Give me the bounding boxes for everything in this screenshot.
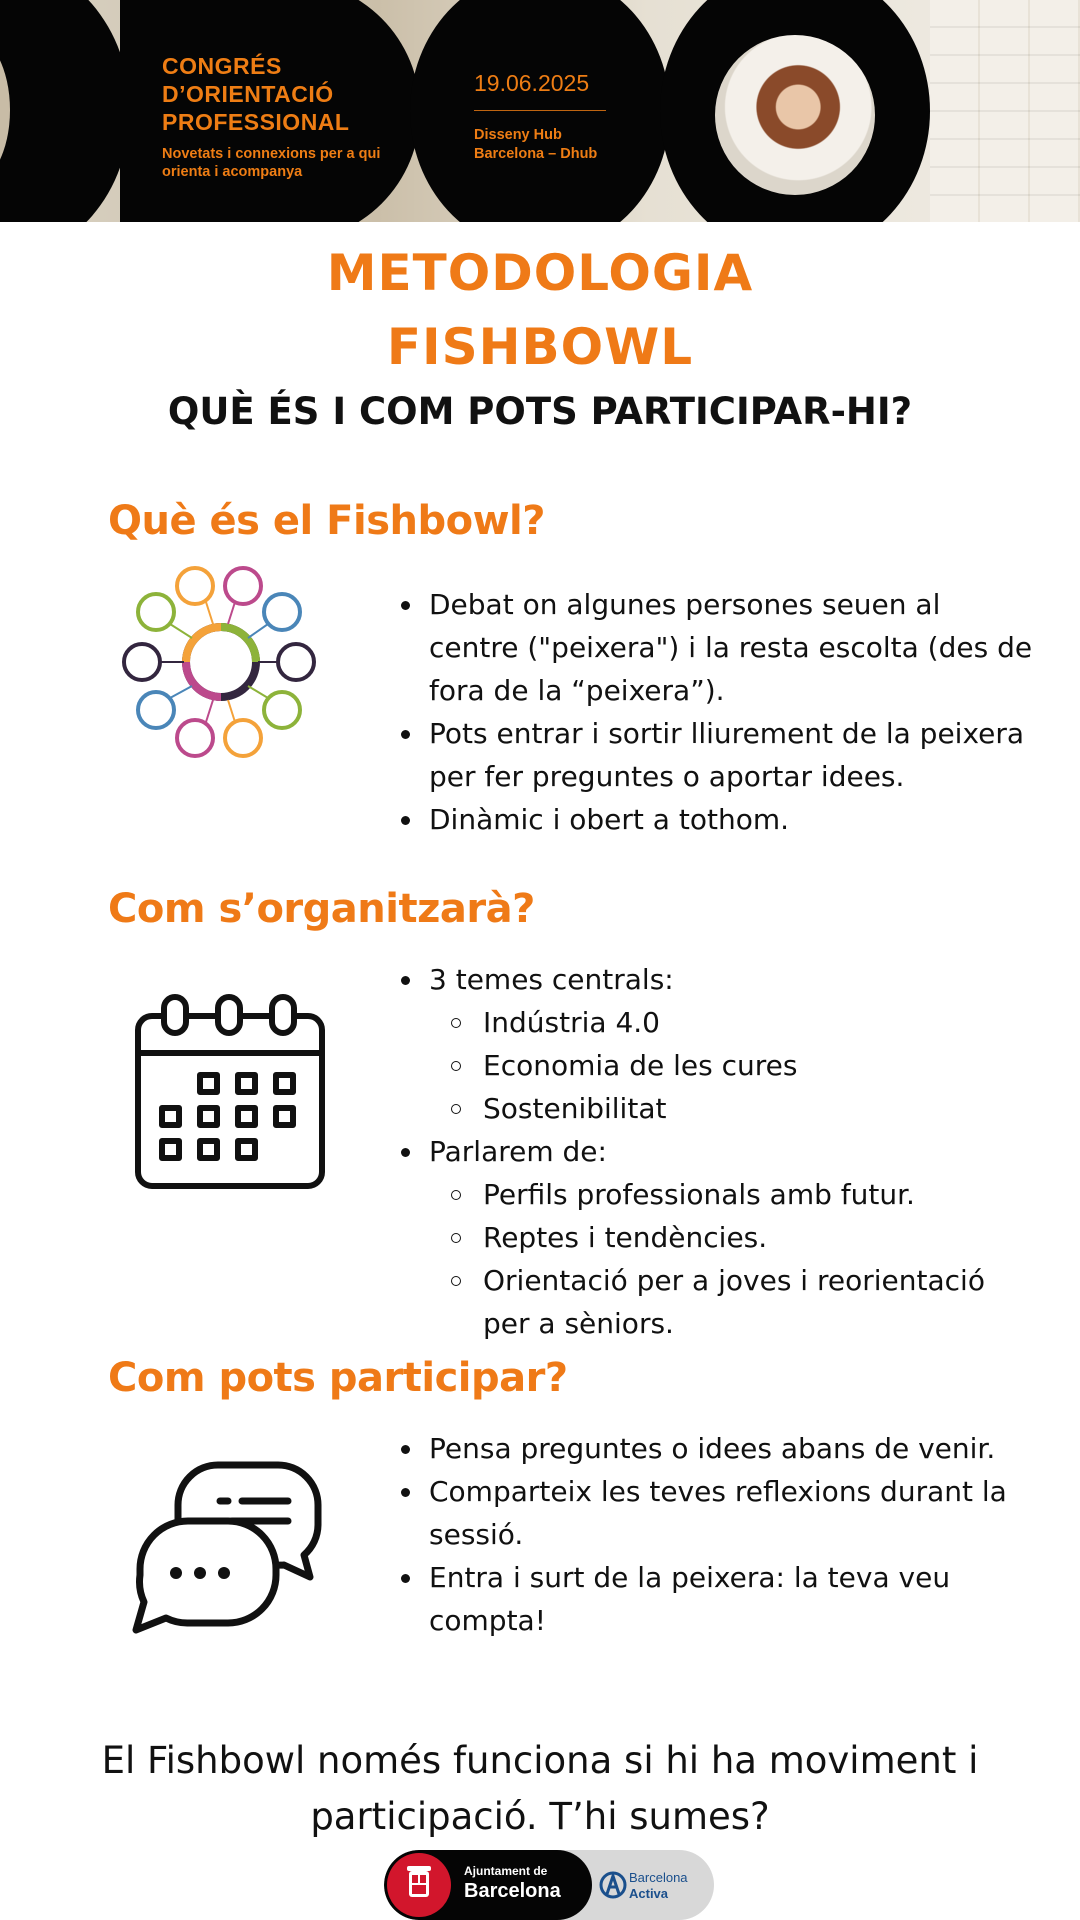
event-subtitle: Novetats i connexions per a qui orienta i acompanya: [162, 146, 381, 180]
sub-list-item: Perfils professionals amb futur.: [429, 1173, 1035, 1216]
event-title: CONGRÉS D’ORIENTACIÓ PROFESSIONAL: [162, 53, 350, 135]
participate-list: [395, 1427, 1035, 1642]
event-banner: [0, 0, 1080, 222]
page-subtitle: QUÈ ÉS I COM POTS PARTICIPAR-HI?: [167, 390, 913, 433]
speaker-photo: [715, 35, 875, 195]
sub-list-item: Orientació per a joves i reorientació per a sèniors.: [429, 1259, 1035, 1345]
list-item: Pensa preguntes o idees abans de venir.: [395, 1427, 1035, 1470]
list-item: Debat on algunes persones seuen al centre ("peixera") i la resta escolta (des de fora de la “peixera”).: [395, 583, 1035, 712]
sub-list-item: Sostenibilitat: [429, 1087, 1035, 1130]
banner-photo-frame: [660, 0, 930, 222]
list-item: [395, 1130, 1035, 1345]
page-title-line1: METODOLOGIA: [326, 244, 754, 302]
barcelona-seal-icon: [387, 1853, 451, 1917]
list-item-label: 3 temes centrals:: [429, 963, 674, 996]
sub-list-item: Reptes i tendències.: [429, 1216, 1035, 1259]
list-item: Pots entrar i sortir lliurement de la peixera per fer preguntes o aportar idees.: [395, 712, 1035, 798]
organize-list: [395, 958, 1035, 1345]
event-venue: Disseny Hub Barcelona – Dhub: [474, 127, 598, 162]
list-item: Comparteix les teves reflexions durant la sessió.: [395, 1470, 1035, 1556]
closing-message: El Fishbowl només funciona si hi ha moviment i participació. T’hi sumes?: [101, 1739, 979, 1838]
banner-decor-shape: [0, 0, 130, 222]
list-item: Dinàmic i obert a tothom.: [395, 798, 1035, 841]
sub-list: [429, 1001, 1035, 1130]
sub-list-item: Economia de les cures: [429, 1044, 1035, 1087]
list-item: [395, 958, 1035, 1130]
what-list: [395, 583, 1035, 841]
banner-date-block: [410, 0, 670, 222]
sub-list-item: Indústria 4.0: [429, 1001, 1035, 1044]
calendar-icon: [132, 993, 328, 1193]
list-item: Entra i surt de la peixera: la teva veu compta!: [395, 1556, 1035, 1642]
barcelona-activa-icon: [599, 1870, 627, 1900]
section-heading-what: Què és el Fishbowl?: [108, 498, 545, 544]
divider: [474, 110, 606, 111]
page-title-line2: FISHBOWL: [386, 318, 694, 376]
ajuntament-label-big: Barcelona: [464, 1880, 561, 1902]
section-heading-participate: Com pots participar?: [108, 1355, 568, 1401]
barcelona-activa-label-bold: Activa: [629, 1886, 669, 1901]
event-date: 19.06.2025: [474, 70, 590, 96]
sponsor-logos: [384, 1850, 714, 1920]
ajuntament-logo: [384, 1850, 592, 1920]
barcelona-activa-label: Barcelona: [629, 1870, 688, 1885]
section-heading-organize: Com s’organitzarà?: [108, 886, 535, 932]
chat-bubbles-icon: [128, 1455, 328, 1635]
list-item-label: Parlarem de:: [429, 1135, 607, 1168]
ajuntament-label-small: Ajuntament de: [464, 1864, 548, 1878]
fishbowl-diagram-icon: [118, 562, 324, 762]
sub-list: [429, 1173, 1035, 1345]
banner-background: [930, 0, 1080, 222]
